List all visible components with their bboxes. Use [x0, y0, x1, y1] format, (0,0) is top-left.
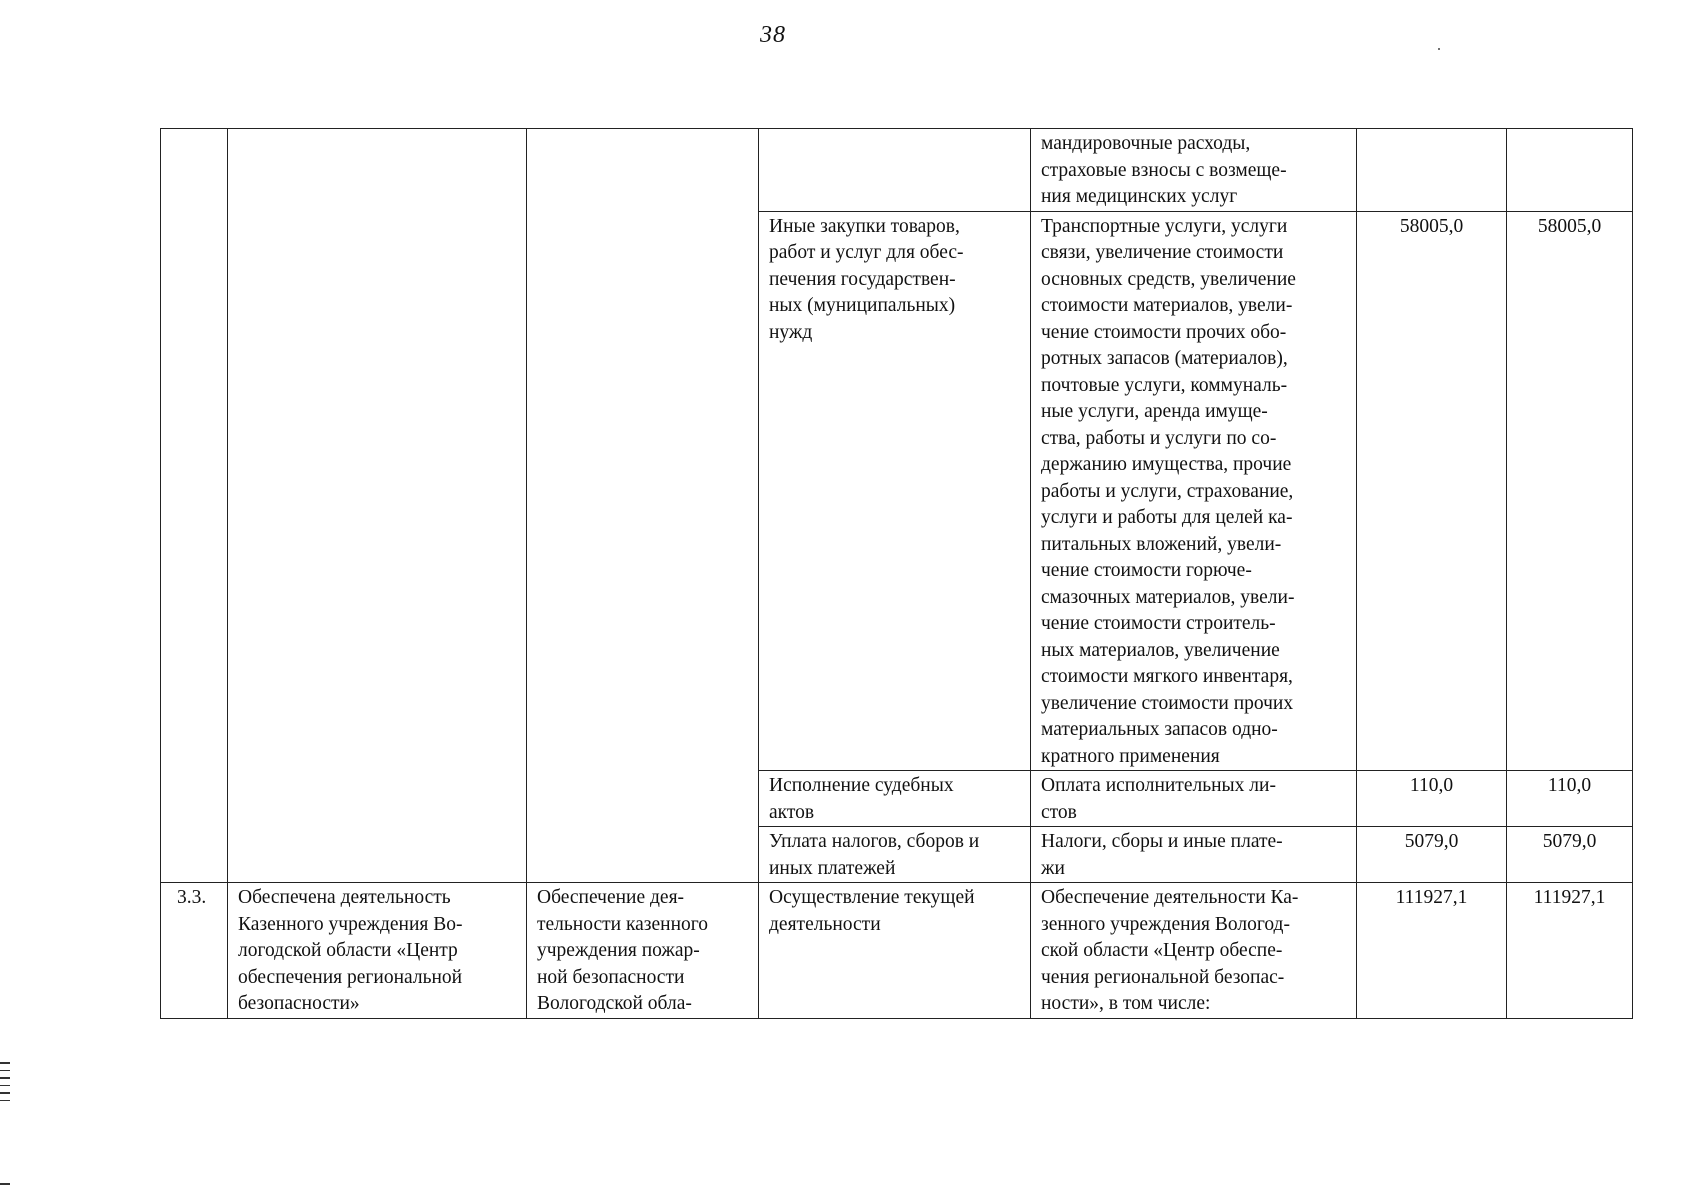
direction-cell: Обеспечение деятельности Ка- зенного учреждения Вологод- ской области «Центр обеспе- чения региональной безопас- ности», в том числе:	[1031, 883, 1357, 1019]
amount-2-cell: 111927,1	[1507, 883, 1633, 1019]
expense-type-cell: Иные закупки товаров, работ и услуг для обес- печения государствен- ных (муниципальных) нужд	[759, 211, 1031, 771]
margin-mark	[0, 1092, 10, 1094]
amount-2-cell: 58005,0	[1507, 211, 1633, 771]
direction-cell: Налоги, сборы и иные плате- жи	[1031, 827, 1357, 883]
direction-cell: Оплата исполнительных ли- стов	[1031, 771, 1357, 827]
direction-cell: мандировочные расходы, страховые взносы с возмеще- ния медицинских услуг	[1031, 129, 1357, 212]
page-number: 38	[760, 22, 786, 48]
expense-type-cell: Осуществление текущей деятельности	[759, 883, 1031, 1019]
margin-dash	[0, 1183, 10, 1185]
amount-1-cell: 111927,1	[1357, 883, 1507, 1019]
expense-type-cell-empty	[759, 129, 1031, 212]
margin-mark	[0, 1100, 10, 1102]
table-row-continuation	[161, 129, 1633, 212]
amount-1-cell: 5079,0	[1357, 827, 1507, 883]
amount-2-cell: 5079,0	[1507, 827, 1633, 883]
margin-mark	[0, 1070, 10, 1072]
index-cell: 3.3.	[161, 883, 228, 1019]
amount-2-cell-empty	[1507, 129, 1633, 212]
expense-type-cell: Исполнение судебных актов	[759, 771, 1031, 827]
result-cell: Обеспечена деятельность Казенного учреждения Во- логодской области «Центр обеспечения региональной безопасности»	[228, 883, 527, 1019]
margin-mark	[0, 1077, 10, 1079]
amount-1-cell: 58005,0	[1357, 211, 1507, 771]
margin-marks	[0, 1062, 10, 1107]
result-cell-empty	[228, 129, 527, 883]
expense-type-cell: Уплата налогов, сборов и иных платежей	[759, 827, 1031, 883]
margin-mark	[0, 1085, 10, 1087]
budget-table	[160, 128, 1633, 1019]
amount-2-cell: 110,0	[1507, 771, 1633, 827]
direction-cell: Транспортные услуги, услуги связи, увеличение стоимости основных средств, увеличение стоимости материалов, увели- чение стоимости прочих обо- ротных запасов (материалов), почтовые услуги, коммуналь- ные услуги, аренда имуще- ства, работы и услуги по со- держанию имущества, прочие работы и услуги, страхование, услуги и работы для целей ка- питальных вложений, увели- чение стоимости горюче- смазочных материалов, увели- чение стоимости строитель- ных материалов, увеличение стоимости мягкого инвентаря, увеличение стоимости прочих материальных запасов одно- кратного применения	[1031, 211, 1357, 771]
measure-cell: Обеспечение дея- тельности казенного учреждения пожар- ной безопасности Вологодской обла-	[527, 883, 759, 1019]
index-cell-empty	[161, 129, 228, 883]
table-row-item-3-3	[161, 883, 1633, 1019]
scan-speck	[1438, 48, 1440, 50]
amount-1-cell-empty	[1357, 129, 1507, 212]
margin-mark	[0, 1062, 10, 1064]
measure-cell-empty	[527, 129, 759, 883]
amount-1-cell: 110,0	[1357, 771, 1507, 827]
